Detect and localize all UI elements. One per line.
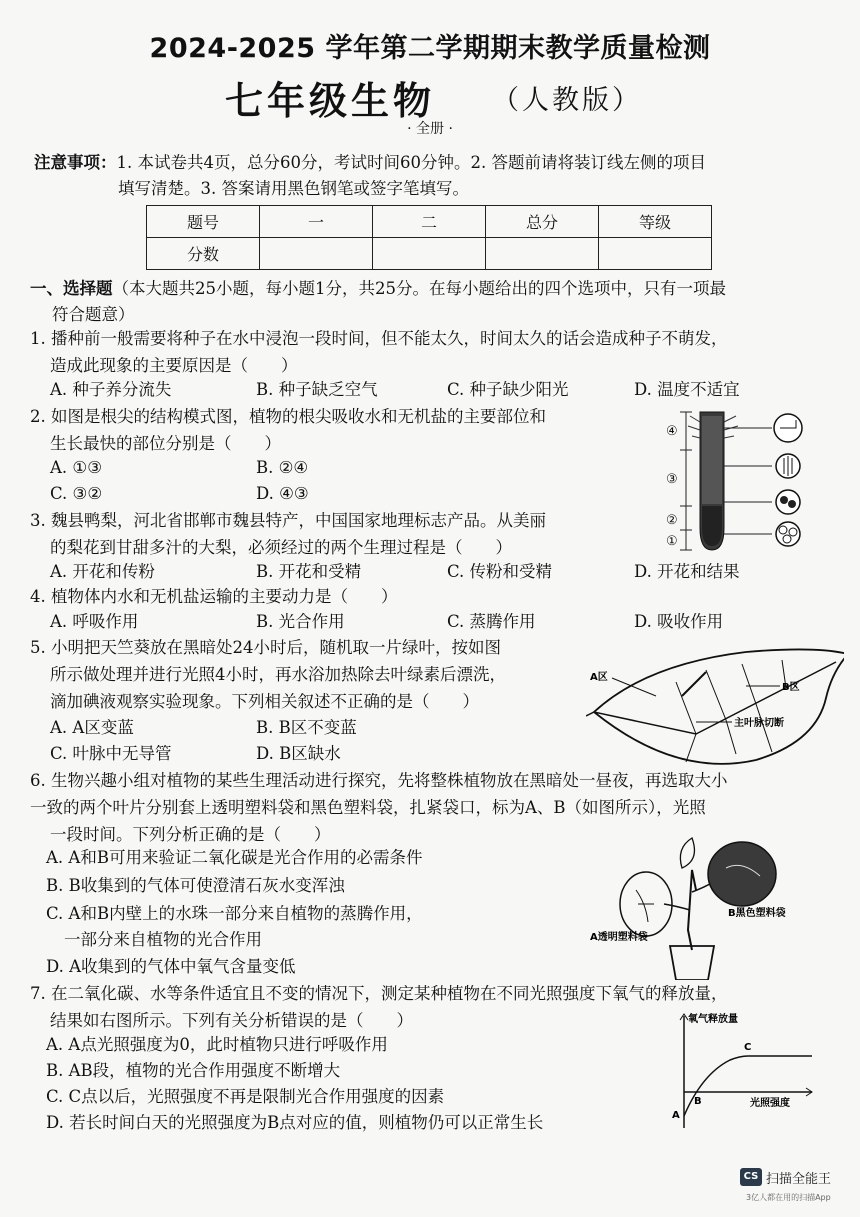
option-d[interactable]: D. ④③ [256,484,309,503]
question-1 [30,325,840,379]
option-d[interactable]: D. 开花和结果 [634,562,740,581]
option-a[interactable]: A. ①③ [50,458,102,477]
option-c[interactable]: C. 叶脉中无导管 [50,744,172,763]
scanner-name: 扫描全能王 [766,1172,832,1187]
leaf-label-b: B区 [782,682,800,693]
point-c: C [744,1042,752,1053]
question-stem: 一段时间。下列分析正确的是（ ） [50,825,331,844]
question-stem: 造成此现象的主要原因是（ ） [50,356,298,375]
table-row [147,238,712,270]
root-label-3: ③ [666,472,678,487]
section-title: 一、选择题 [30,279,113,298]
point-a: A [672,1110,680,1121]
table-cell: 题号 [147,206,260,238]
question-stem: 2. 如图是根尖的结构模式图，植物的根尖吸收水和无机盐的主要部位和 [30,407,546,426]
root-label-1: ① [666,534,678,549]
option-c[interactable]: C. 蒸腾作用 [447,612,536,631]
table-cell: 分数 [147,238,260,270]
root-label-4: ④ [666,424,678,439]
option-d[interactable]: D. A收集到的气体中氧气含量变低 [46,957,296,976]
section-heading [30,276,840,328]
question-stem: 6. 生物兴趣小组对植物的某些生理活动进行探究，先将整株植物放在黑暗处一昼夜，再选取大小 [30,771,728,790]
question-stem: 结果如右图所示。下列有关分析错误的是（ ） [50,1011,413,1030]
question-2 [30,403,650,457]
question-stem: 5. 小明把天竺葵放在黑暗处24小时后，随机取一片绿叶，按如图 [30,638,501,657]
plant-figure [588,830,818,980]
subject-title: 七年级生物 [225,78,436,123]
bag-label-b: B黑色塑料袋 [728,908,786,919]
option-b[interactable]: B. 开花和受精 [256,562,362,581]
volume-label: · 全册 · [407,121,453,137]
graph-ylabel: 氧气释放量 [688,1014,738,1025]
edition-label: （人教版） [492,85,642,116]
option-d[interactable]: D. 温度不适宜 [634,380,740,399]
scanner-tagline: 3亿人都在用的扫描App [746,1193,831,1202]
option-b[interactable]: B. 光合作用 [256,612,345,631]
point-b: B [694,1096,702,1107]
question-4 [30,583,840,610]
question-5 [30,634,600,715]
exam-title: 2024-2025 学年第二学期期末教学质量检测 [149,33,711,64]
option-b[interactable]: B. B区不变蓝 [256,718,357,737]
table-cell: 二 [373,206,486,238]
graph-xlabel: 光照强度 [750,1098,790,1109]
section-desc1: （本大题共25小题，每小题1分，共25分。在每小题给出的四个选项中，只有一项最 [112,279,726,298]
root-tip-figure [662,408,842,554]
option-c[interactable]: C. ③② [50,484,103,503]
table-row [147,206,712,238]
option-a[interactable]: A. 呼吸作用 [50,612,139,631]
question-stem: 1. 播种前一般需要将种子在水中浸泡一段时间，但不能太久，时间太久的话会造成种子不萌发， [30,329,728,348]
question-stem: 生长最快的部位分别是（ ） [50,434,281,453]
table-cell: 总分 [486,206,599,238]
option-b[interactable]: B. 种子缺乏空气 [256,380,378,399]
section-desc2: 符合题意） [52,305,135,324]
option-a[interactable]: A. A点光照强度为0，此时植物只进行呼吸作用 [46,1035,388,1054]
oxygen-graph [666,1008,816,1132]
table-cell: 等级 [599,206,712,238]
option-d[interactable]: D. B区缺水 [256,744,341,763]
option-a[interactable]: A. 种子养分流失 [50,380,172,399]
question-stem: 所示做处理并进行光照4小时，再水浴加热除去叶绿素后漂洗， [50,665,506,684]
option-b[interactable]: B. B收集到的气体可使澄清石灰水变浑浊 [46,876,345,895]
table-cell[interactable] [486,238,599,270]
option-d[interactable]: D. 吸收作用 [634,612,724,631]
option-c[interactable]: C. C点以后，光照强度不再是限制光合作用强度的因素 [46,1087,445,1106]
option-b[interactable]: B. ②④ [256,458,309,477]
option-c-cont: 一部分来自植物的光合作用 [64,930,262,949]
option-a[interactable]: A. 开花和传粉 [50,562,155,581]
notes-block [34,150,834,202]
table-cell[interactable] [260,238,373,270]
table-cell[interactable] [599,238,712,270]
bag-label-a: A透明塑料袋 [590,932,648,943]
option-c[interactable]: C. 传粉和受精 [447,562,553,581]
question-stem: 4. 植物体内水和无机盐运输的主要动力是（ ） [30,587,398,606]
option-b[interactable]: B. AB段，植物的光合作用强度不断增大 [46,1061,341,1080]
notes-label: 注意事项： [34,153,117,172]
notes-line2: 填写清楚。3. 答案请用黑色钢笔或签字笔填写。 [118,179,469,198]
leaf-label-a: A区 [590,672,608,683]
option-c[interactable]: C. A和B内壁上的水珠一部分来自植物的蒸腾作用， [46,904,423,923]
question-3 [30,507,650,561]
question-stem: 7. 在二氧化碳、水等条件适宜且不变的情况下，测定某种植物在不同光照强度下氧气的释放量， [30,984,728,1003]
score-table [146,205,712,270]
option-a[interactable]: A. A和B可用来验证二氧化碳是光合作用的必需条件 [46,848,423,867]
leaf-figure [586,642,844,774]
option-d[interactable]: D. 若长时间白天的光照强度为B点对应的值，则植物仍可以正常生长 [46,1113,544,1132]
root-label-2: ② [666,513,678,528]
question-stem: 的梨花到甘甜多汁的大梨，必须经过的两个生理过程是（ ） [50,538,512,557]
leaf-label-cut: 主叶脉切断 [734,718,784,729]
table-cell[interactable] [373,238,486,270]
table-cell: 一 [260,206,373,238]
scanner-logo-icon: CS [740,1168,762,1186]
notes-line1: 1. 本试卷共4页，总分60分，考试时间60分钟。2. 答题前请将装订线左侧的项目 [116,153,706,172]
option-c[interactable]: C. 种子缺少阳光 [447,380,569,399]
question-stem: 一致的两个叶片分别套上透明塑料袋和黑色塑料袋，扎紧袋口，标为A、B（如图所示），光照 [30,798,706,817]
option-a[interactable]: A. A区变蓝 [50,718,134,737]
question-stem: 3. 魏县鸭梨，河北省邯郸市魏县特产，中国国家地理标志产品。从美丽 [30,511,546,530]
question-stem: 滴加碘液观察实验现象。下列相关叙述不正确的是（ ） [50,692,479,711]
